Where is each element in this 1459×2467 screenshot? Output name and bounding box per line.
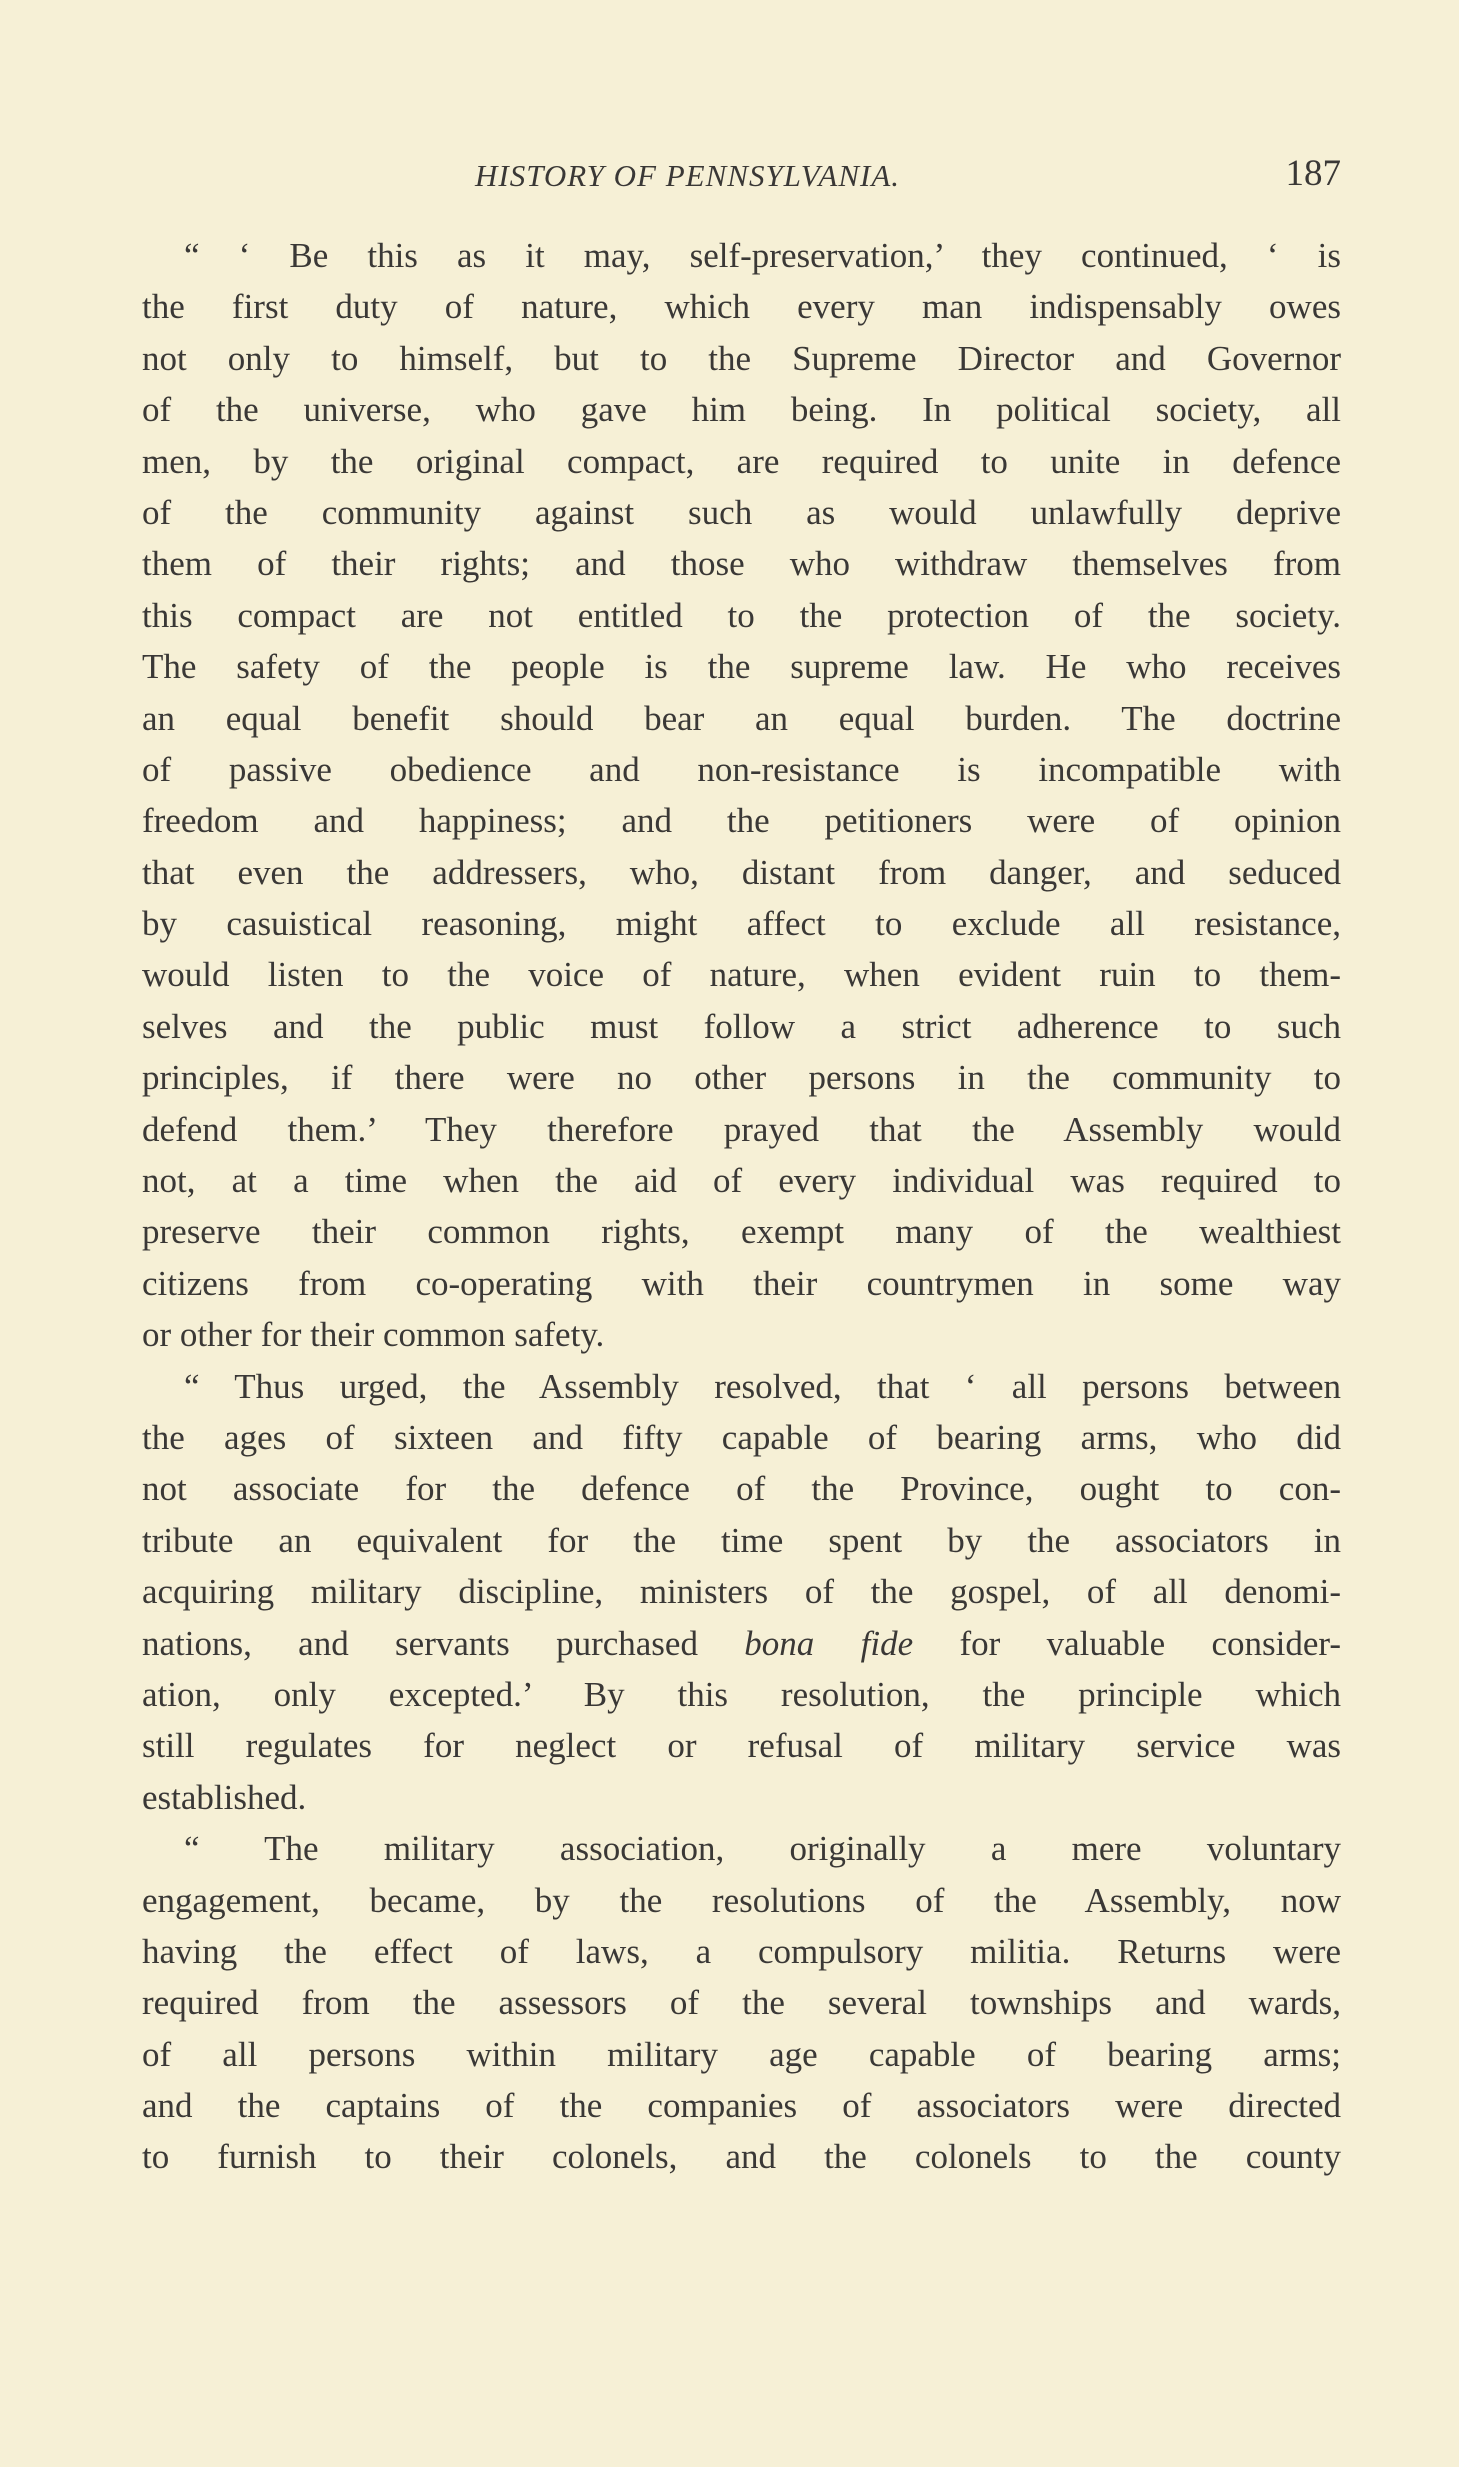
text-segment: nations, and servants purchased (142, 1623, 745, 1663)
text-line: acquiring military discipline, ministers of the gospel, of all denomi- (142, 1572, 1341, 1612)
text-line: “ ‘ Be this as it may, self-preservation,’ they continued, ‘ is (184, 236, 1341, 275)
paragraph (142, 1823, 1341, 2183)
text-line: engagement, became, by the resolutions of the Assembly, now (142, 1880, 1341, 1920)
text-line: of the community against such as would unlawfully deprive (142, 492, 1341, 532)
paragraph (142, 1361, 1341, 1824)
text-line: established. (142, 1777, 307, 1817)
text-line: the ages of sixteen and fifty capable of bearing arms, who did (142, 1417, 1341, 1457)
text-line: them of their rights; and those who withdraw themselves from (142, 544, 1341, 584)
paragraph (142, 230, 1341, 1361)
text-line: not associate for the defence of the Province, ought to con- (142, 1469, 1341, 1509)
text-line: required from the assessors of the several townships and wards, (142, 1983, 1341, 2023)
text-line: the first duty of nature, which every man indispensably owes (142, 287, 1341, 327)
text-line: defend them.’ They therefore prayed that the Assembly would (142, 1109, 1341, 1149)
text-line: The safety of the people is the supreme law. He who receives (142, 647, 1341, 687)
text-line: to furnish to their colonels, and the colonels to the county (142, 2137, 1341, 2177)
text-line: of all persons within military age capable of bearing arms; (142, 2034, 1341, 2074)
text-line (142, 1618, 1341, 1669)
running-header (142, 152, 1341, 198)
text-line: and the captains of the companies of associators were directed (142, 2086, 1341, 2126)
text-line: not, at a time when the aid of every individual was required to (142, 1161, 1341, 1201)
text-line: still regulates for neglect or refusal of military service was (142, 1726, 1341, 1766)
text-line: preserve their common rights, exempt many of the wealthiest (142, 1212, 1341, 1252)
text-line: or other for their common safety. (142, 1315, 605, 1355)
text-line: of passive obedience and non-resistance is incompatible with (142, 749, 1341, 789)
text-line: by casuistical reasoning, might affect to exclude all resistance, (142, 904, 1341, 944)
text-line: would listen to the voice of nature, when evident ruin to them- (142, 955, 1341, 995)
text-line: citizens from co-operating with their countrymen in some way (142, 1263, 1341, 1303)
italic-phrase: bona fide (744, 1623, 914, 1663)
text-line: “ The military association, originally a mere voluntary (184, 1829, 1341, 1869)
text-line: selves and the public must follow a strict adherence to such (142, 1006, 1341, 1046)
text-line: not only to himself, but to the Supreme Director and Governor (142, 338, 1341, 378)
text-line: “ Thus urged, the Assembly resolved, that ‘ all persons between (184, 1366, 1341, 1406)
running-title: HISTORY OF PENNSYLVANIA. (475, 158, 901, 193)
text-segment: for valuable consider- (913, 1623, 1342, 1663)
text-line: freedom and happiness; and the petitioners were of opinion (142, 801, 1341, 841)
text-line: that even the addressers, who, distant from danger, and seduced (142, 852, 1341, 892)
text-line: of the universe, who gave him being. In political society, all (142, 390, 1341, 430)
text-line: tribute an equivalent for the time spent by the associators in (142, 1520, 1341, 1560)
body-text (142, 230, 1341, 2183)
text-line: men, by the original compact, are required to unite in defence (142, 441, 1341, 481)
text-line: an equal benefit should bear an equal burden. The doctrine (142, 698, 1341, 738)
text-line: having the effect of laws, a compulsory militia. Returns were (142, 1931, 1341, 1971)
text-line: principles, if there were no other persons in the community to (142, 1058, 1341, 1098)
text-line: ation, only excepted.’ By this resolution, the principle which (142, 1674, 1341, 1714)
text-line: this compact are not entitled to the protection of the society. (142, 595, 1341, 635)
page-number: 187 (1285, 153, 1341, 194)
